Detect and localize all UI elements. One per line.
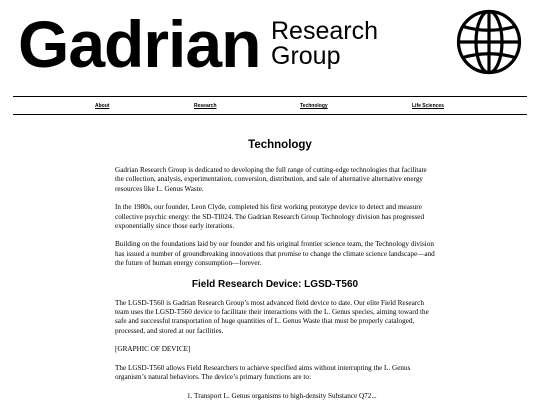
main-nav [13, 96, 527, 115]
logo-subtitle-line2: Group [271, 42, 341, 70]
logo-subtitle-line1: Research [271, 17, 378, 45]
section-title: Field Research Device: LGSD-T560 [191, 278, 359, 290]
device-graphic-placeholder: [GRAPHIC OF DEVICE] [115, 345, 191, 354]
page-title: Technology [248, 139, 312, 151]
device-paragraph-1: The LGSD-T560 is Gadrian Research Group’s most advanced field device to date. Our elite Field Research team uses the LGSD-T560 device to facilitate their interactions with the L. Genus species, aiming toward the safe and successful transportation of huge quantities of L. Genus Waste that must be properly cataloged, processed, and stored at our facilities. [115, 298, 429, 335]
logo-wordmark[interactable]: Gadrian [18, 7, 261, 81]
nav-link-about[interactable]: About [95, 103, 110, 109]
intro-paragraph-2: In the 1980s, our founder, Leon Clyde, completed his first working prototype device to detect and measure collective psychic energy: the SD-TI024. The Gadrian Research Group Technology division has progressed exponentially since those early iterations. [115, 203, 425, 231]
device-functions-list [115, 392, 435, 401]
main-content [115, 138, 435, 401]
site-header [0, 0, 540, 92]
nav-link-research[interactable]: Research [194, 103, 217, 109]
intro-paragraph-1: Gadrian Research Group is dedicated to developing the full range of cutting-edge technologies that facilitate the collection, analysis, experimentation, conversion, distribution, and sale of alternative alternative energy resources like L. Genus Waste. [115, 166, 427, 193]
logo-subtitle [271, 19, 378, 69]
globe-icon[interactable] [456, 9, 522, 75]
intro-paragraph-3: Building on the foundations laid by our founder and his original frontier science team, the Technology division has issued a number of groundbreaking innovations that promise to change the climate science landscape—and the future of human energy consumption—forever. [115, 240, 435, 268]
list-item: 1. Transport L. Genus organisms to high-density Substance Q72... [187, 391, 377, 400]
nav-link-life-sciences[interactable]: Life Sciences [412, 103, 444, 109]
device-paragraph-2: The LGSD-T560 allows Field Researchers to achieve specified aims without interrupting the L. Genus organism’s natural behaviors. The device’s primary functions are to: [115, 363, 411, 382]
nav-link-technology[interactable]: Technology [300, 103, 328, 109]
